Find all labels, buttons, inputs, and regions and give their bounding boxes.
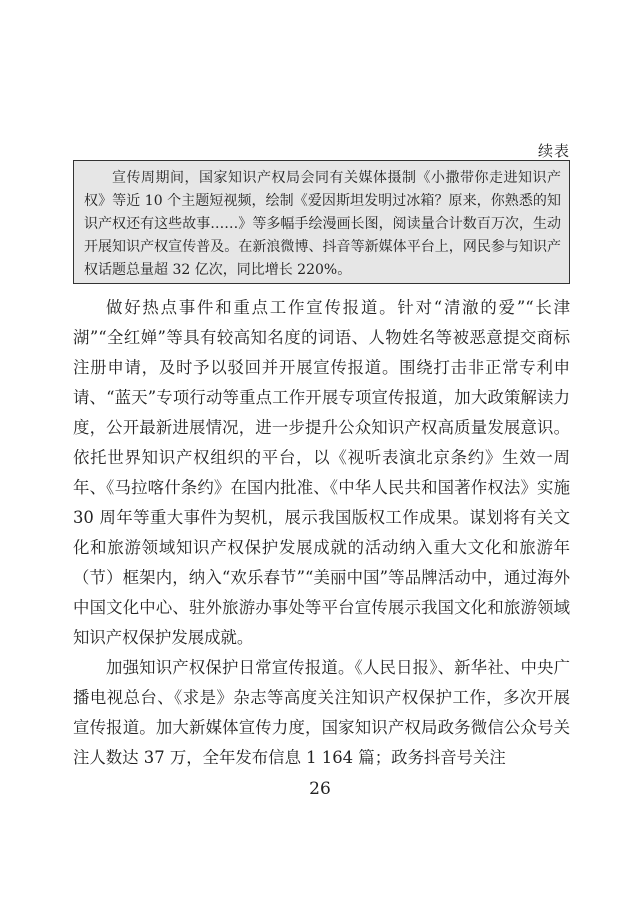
paragraph-daily-reporting: 加强知识产权保护日常宣传报道。《人民日报》、新华社、中央广播电视总台、《求是》杂志等高度关注知识产权保护工作，多次开展宣传报道。加大新媒体宣传力度，国家知识产权局政务微信公众号关注人数达 37 万，全年发布信息 1 164 篇；政务抖音号关注 [73,658,570,767]
continued-table-label: 续表 [537,142,570,160]
highlight-box-text: 宣传周期间，国家知识产权局会同有关媒体摄制《小撒带你走进知识产权》等近 10 个主题短视频，绘制《爱因斯坦发明过冰箱？原来，你熟悉的知识产权还有这些故事……》等多幅手绘漫画长图，阅读量合计数百万次，生动开展知识产权宣传普及。在新浪微博、抖音等新媒体平台上，网民参与知识产权话题总量超 32 亿次，同比增长 220%。 [84,170,561,278]
page-number: 26 [309,779,331,799]
body-text [73,293,570,773]
highlight-box [73,160,570,284]
paragraph-hot-topics: 做好热点事件和重点工作宣传报道。针对“清澈的爱”“长津湖”“全红婵”等具有较高知名度的词语、人物姓名等被恶意提交商标注册申请，及时予以驳回并开展宣传报道。围绕打击非正常专利申请、“蓝天”专项行动等重点工作开展专项宣传报道，加大政策解读力度，公开最新进展情况，进一步提升公众知识产权高质量发展意识。依托世界知识产权组织的平台，以《视听表演北京条约》生效一周年、《马拉喀什条约》在国内批准、《中华人民共和国著作权法》实施 30 周年等重大事件为契机，展示我国版权工作成果。谋划将有关文化和旅游领域知识产权保护发展成就的活动纳入重大文化和旅游年（节）框架内，纳入“欢乐春节”“美丽中国”等品牌活动中，通过海外中国文化中心、驻外旅游办事处等平台宣传展示我国文化和旅游领域知识产权保护发展成就。 [73,298,570,647]
